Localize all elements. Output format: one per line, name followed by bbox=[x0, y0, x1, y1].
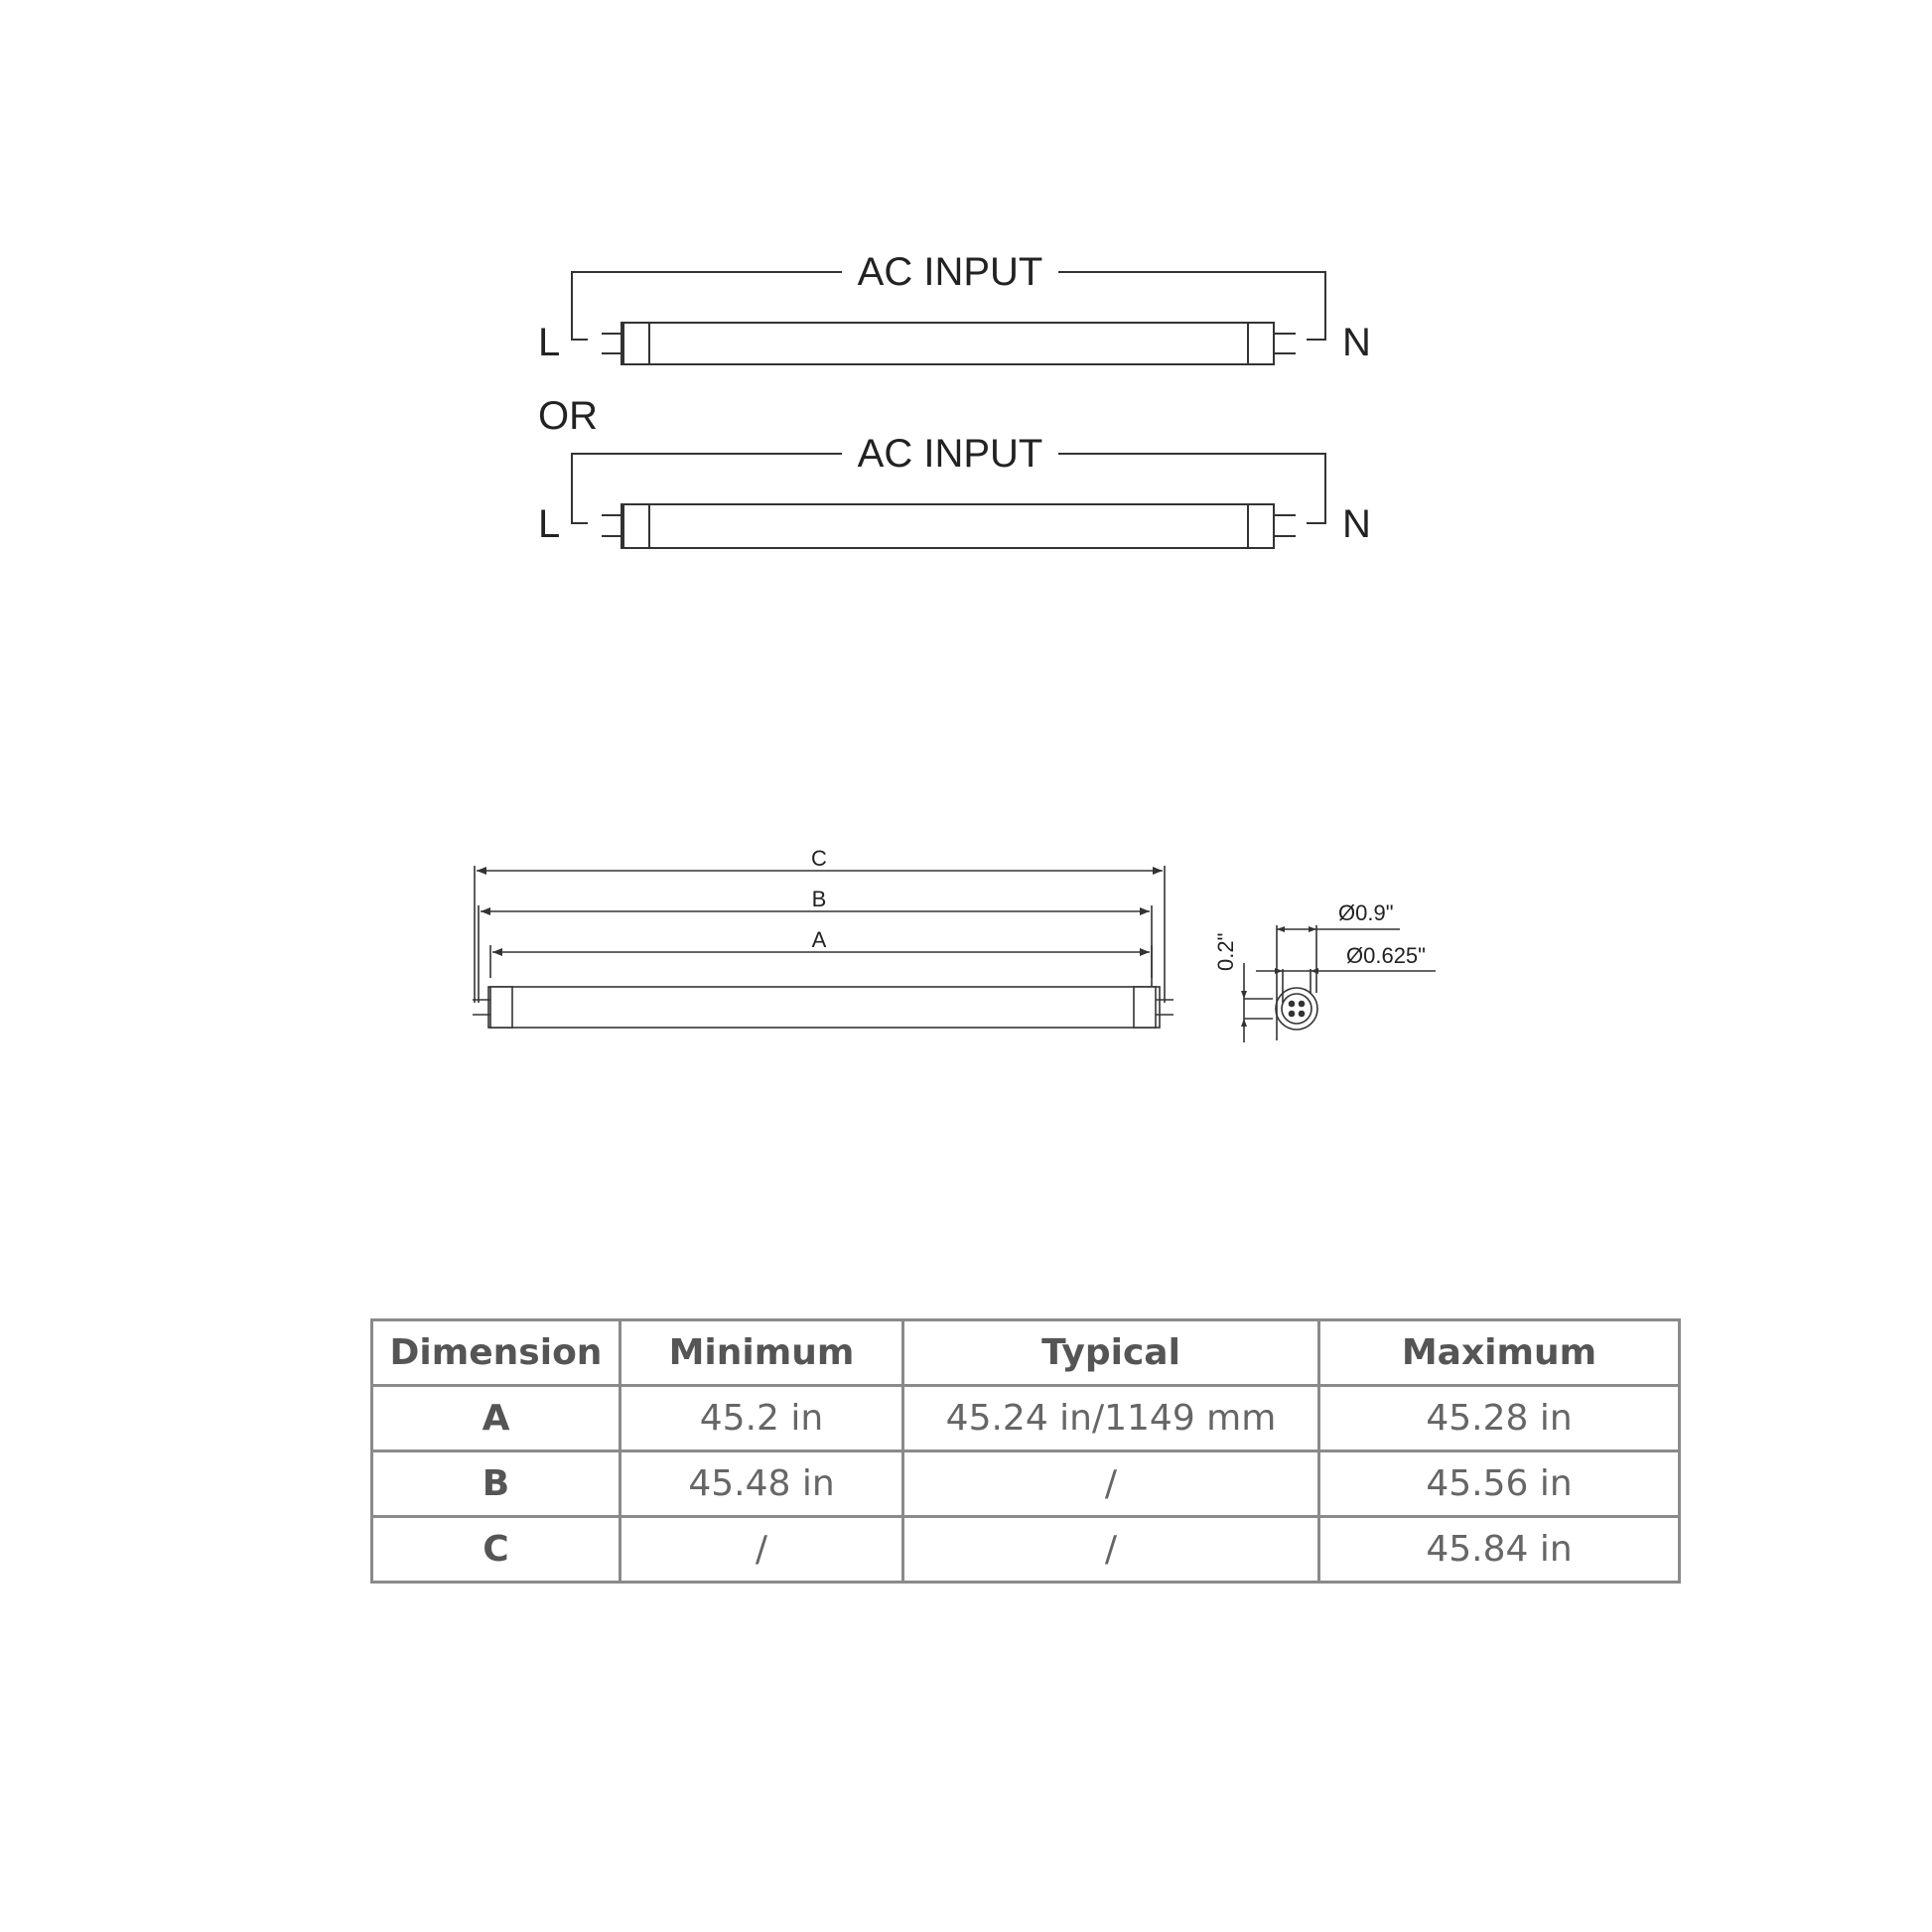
tube-2 bbox=[621, 504, 1268, 548]
neutral-label-2: N bbox=[1342, 502, 1371, 546]
row-typical: / bbox=[903, 1451, 1319, 1517]
row-minimum: / bbox=[621, 1517, 903, 1583]
row-minimum: 45.48 in bbox=[621, 1451, 903, 1517]
row-maximum: 45.84 in bbox=[1319, 1517, 1680, 1583]
tube-1 bbox=[621, 323, 1268, 364]
row-dimension: A bbox=[372, 1386, 621, 1451]
inner-diameter-label: Ø0.625" bbox=[1346, 943, 1426, 968]
wiring-diagram bbox=[0, 0, 1932, 695]
dimension-table bbox=[370, 1318, 1681, 1584]
dimension-b-label: B bbox=[811, 887, 827, 911]
table-header-row bbox=[372, 1320, 1680, 1386]
line-label-2: L bbox=[538, 502, 561, 546]
dimension-c-label: C bbox=[811, 846, 827, 871]
row-typical: / bbox=[903, 1517, 1319, 1583]
row-dimension: C bbox=[372, 1517, 621, 1583]
tube-side-view bbox=[488, 987, 1160, 1028]
row-typical: 45.24 in/1149 mm bbox=[903, 1386, 1319, 1451]
header-maximum: Maximum bbox=[1319, 1320, 1680, 1386]
row-maximum: 45.56 in bbox=[1319, 1451, 1680, 1517]
line-label-1: L bbox=[538, 321, 561, 364]
header-dimension: Dimension bbox=[372, 1320, 621, 1386]
row-minimum: 45.2 in bbox=[621, 1386, 903, 1451]
header-minimum: Minimum bbox=[621, 1320, 903, 1386]
ac-input-label-1: AC INPUT bbox=[857, 250, 1043, 294]
header-typical: Typical bbox=[903, 1320, 1319, 1386]
or-label: OR bbox=[538, 394, 598, 438]
table-row bbox=[372, 1451, 1680, 1517]
dimension-a-label: A bbox=[811, 927, 827, 952]
pin-spacing-label: 0.2" bbox=[1213, 932, 1238, 971]
ac-input-label-2: AC INPUT bbox=[857, 432, 1043, 476]
table-row bbox=[372, 1517, 1680, 1583]
row-dimension: B bbox=[372, 1451, 621, 1517]
row-maximum: 45.28 in bbox=[1319, 1386, 1680, 1451]
neutral-label-1: N bbox=[1342, 321, 1371, 364]
table-row bbox=[372, 1386, 1680, 1451]
dimension-drawing bbox=[0, 794, 1932, 1112]
outer-diameter-label: Ø0.9" bbox=[1338, 900, 1394, 925]
